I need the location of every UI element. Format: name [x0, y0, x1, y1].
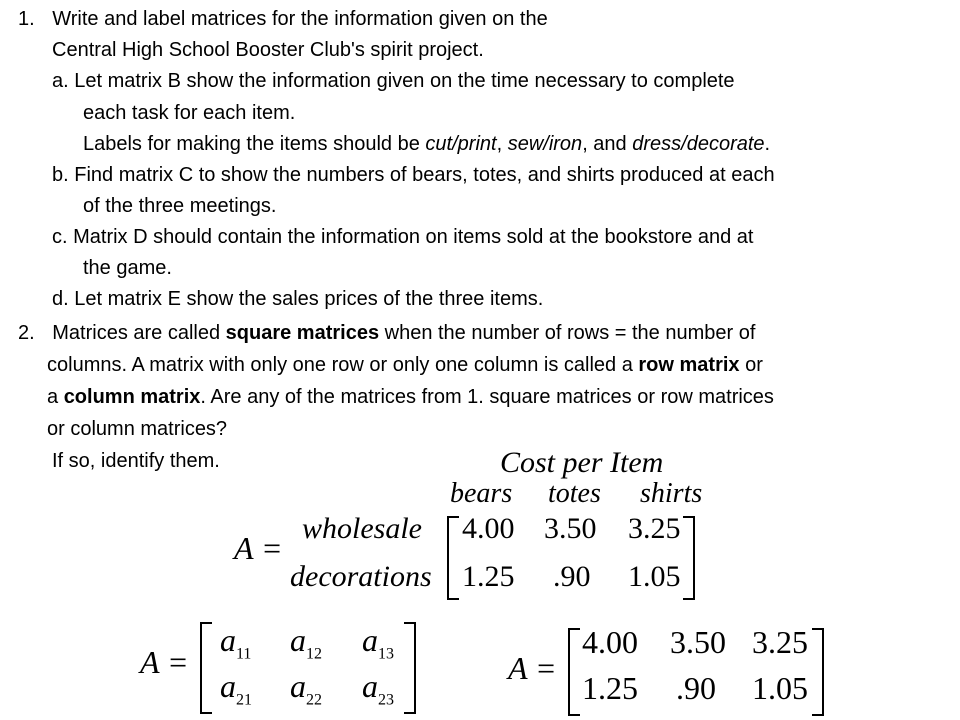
item1-text: Write and label matrices for the information given on the: [52, 8, 548, 30]
item1-line1: [18, 4, 548, 34]
item2-line1: [18, 318, 755, 348]
matrix-top-left-bracket: [447, 516, 459, 600]
term-column-matrix: column matrix: [63, 386, 201, 408]
item1a-line1: a. Let matrix B show the information given on the time necessary to complete: [52, 70, 735, 92]
matrix-general-name: A =: [140, 644, 189, 680]
matrix-values-cell: 4.00: [582, 624, 638, 660]
matrix-values-cell: 3.50: [670, 624, 726, 660]
labels-end: .: [764, 133, 771, 155]
matrix-values-cell: 1.25: [582, 670, 638, 706]
term-row-matrix: row matrix: [638, 354, 740, 376]
col-label-shirts: shirts: [640, 478, 703, 509]
matrix-general-entry: $a_{13}$: [362, 622, 394, 663]
matrix-general-entry: $a_{23}$: [362, 668, 394, 709]
item2-marker: 2.: [18, 322, 35, 344]
label-dress-decorate: dress/decorate: [632, 133, 765, 155]
matrix-top-right-bracket: [683, 516, 695, 600]
label-sew-iron: sew/iron: [507, 133, 583, 155]
row-label-wholesale: wholesale: [302, 512, 422, 545]
matrix-general-entry: $a_{11}$: [220, 622, 252, 663]
matrix-values-cell: 3.25: [752, 624, 808, 660]
item1-line2: Central High School Booster Club's spirit project.: [52, 39, 484, 61]
term-square-matrices: square matrices: [225, 322, 380, 344]
label-cut-print: cut/print: [425, 133, 497, 155]
item2-line1-pre: Matrices are called: [52, 322, 226, 344]
matrix-general-right-bracket: [404, 622, 416, 714]
matrix-top-cell: 1.25: [462, 560, 515, 593]
item1b-line2: of the three meetings.: [83, 195, 277, 217]
item1d-line1: d. Let matrix E show the sales prices of the three items.: [52, 288, 544, 310]
row-label-decorations: decorations: [290, 560, 432, 593]
matrix-values-left-bracket: [568, 628, 580, 716]
matrix-title: Cost per Item: [500, 446, 664, 479]
matrix-general-left-bracket: [200, 622, 212, 714]
item1a-labels-line: [83, 129, 770, 159]
matrix-top-cell: 3.50: [544, 512, 597, 545]
item1b-line1: b. Find matrix C to show the numbers of bears, totes, and shirts produced at each: [52, 164, 775, 186]
item2-line5: If so, identify them.: [52, 450, 220, 472]
matrix-top-name: A =: [234, 530, 283, 566]
matrix-values-name: A =: [508, 650, 557, 686]
labels-sep2: , and: [582, 133, 633, 155]
item1-marker: 1.: [18, 8, 35, 30]
item2-line3-post: . Are any of the matrices from 1. square matrices or row matrices: [200, 386, 774, 408]
matrix-general-entry: $a_{21}$: [220, 668, 252, 709]
item1c-line1: c. Matrix D should contain the information on items sold at the bookstore and at: [52, 226, 754, 248]
matrix-values-right-bracket: [812, 628, 824, 716]
matrix-values-cell: 1.05: [752, 670, 808, 706]
item2-line3: [47, 382, 774, 412]
item1a-line2: each task for each item.: [83, 102, 296, 124]
labels-pre: Labels for making the items should be: [83, 133, 426, 155]
matrix-general-entry: $a_{12}$: [290, 622, 322, 663]
matrix-top-cell: 3.25: [628, 512, 681, 545]
item1c-line2: the game.: [83, 257, 172, 279]
matrix-top-cell: 1.05: [628, 560, 681, 593]
matrix-top-cell: 4.00: [462, 512, 515, 545]
item2-line1-post: when the number of rows = the number of: [379, 322, 756, 344]
matrix-values-cell: .90: [676, 670, 716, 706]
item2-line3-pre: a: [47, 386, 64, 408]
item2-line2-pre: columns. A matrix with only one row or only one column is called a: [47, 354, 639, 376]
matrix-top-cell: .90: [553, 560, 591, 593]
col-label-bears: bears: [450, 478, 513, 509]
item2-line2-post: or: [739, 354, 763, 376]
labels-sep1: ,: [496, 133, 508, 155]
item2-line2: [47, 350, 763, 380]
item2-line4: or column matrices?: [47, 418, 228, 440]
col-label-totes: totes: [548, 478, 601, 509]
matrix-general-entry: $a_{22}$: [290, 668, 322, 709]
